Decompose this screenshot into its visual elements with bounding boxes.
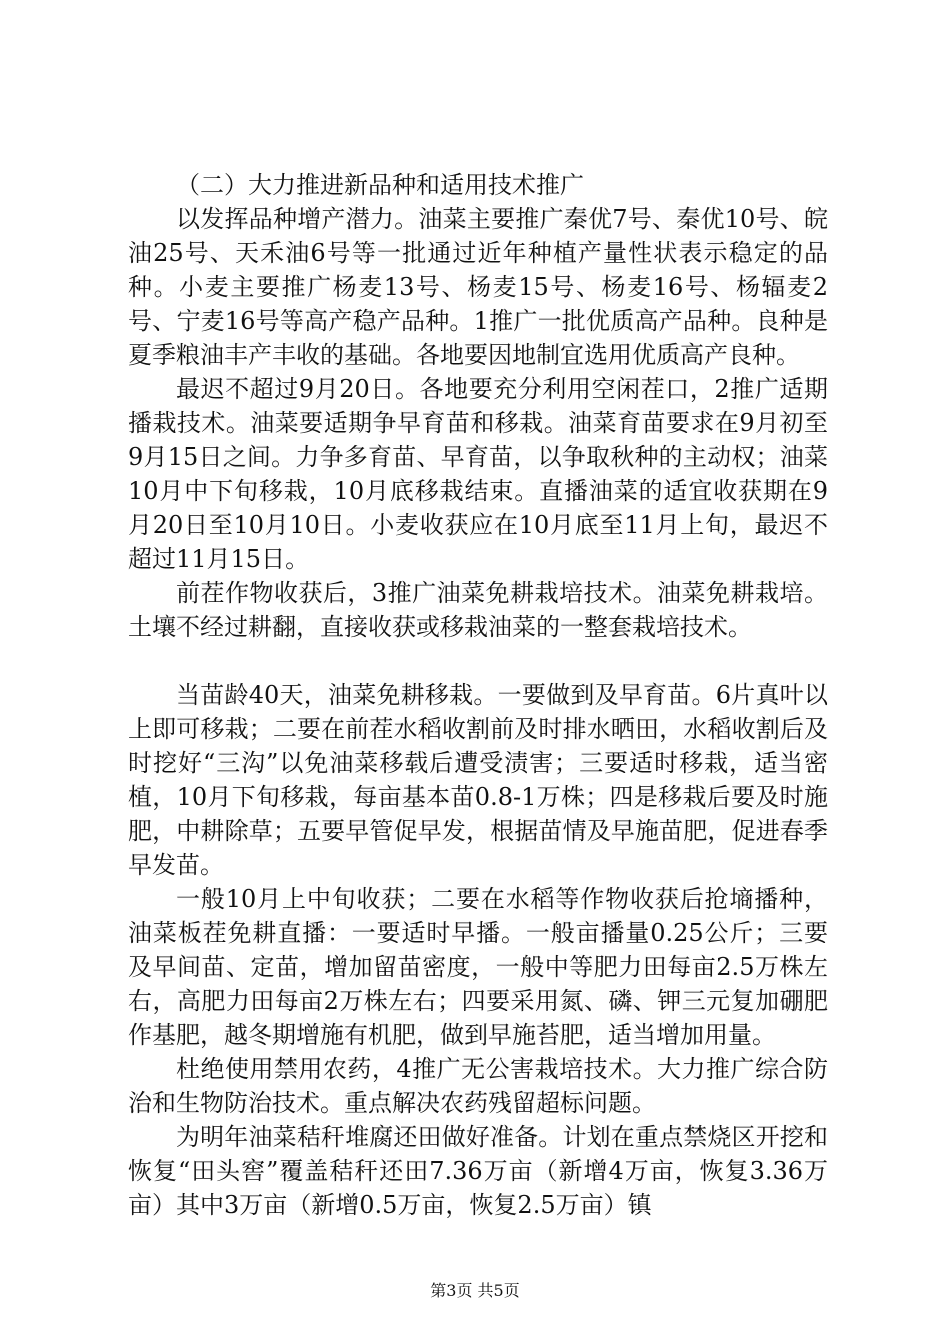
paragraph-timely-sowing: 最迟不超过9月20日。各地要充分利用空闲茬口，2推广适期播栽技术。油菜要适期争早育苗和移栽。油菜育苗要求在9月初至9月15日之间。力争多育苗、早育苗，以争取秋种的主动权；油菜10月中下旬移栽，10月底移栽结束。直播油菜的适宜收获期在9月20日至10月10日。小麦收获应在10月底至11月上旬，最迟不超过11月15日。 (128, 375, 828, 573)
paragraph-pollution-free: 杜绝使用禁用农药，4推广无公害栽培技术。大力推广综合防治和生物防治技术。重点解决农药残留超标问题。 (128, 1055, 828, 1117)
paragraph-no-till-transplanting: 当苗龄40天，油菜免耕移栽。一要做到及早育苗。6片真叶以上即可移栽；二要在前茬水稻收割前及时排水晒田，水稻收割后及时挖好“三沟”以免油菜移载后遭受渍害；三要适时移栽，适当密植，10月下旬移栽，每亩基本苗0.8-1万株；四是移栽后要及时施肥，中耕除草；五要早管促早发，根据苗情及早施苗肥，促进春季早发苗。 (128, 681, 828, 879)
paragraph-variety-promotion: 以发挥品种增产潜力。油菜主要推广秦优7号、秦优10号、皖油25号、天禾油6号等一批通过近年种植产量性状表示稳定的品种。小麦主要推广杨麦13号、杨麦15号、杨麦16号、杨辐麦2号、宁麦16号等高产稳产品种。1推广一批优质高产品种。良种是夏季粮油丰产丰收的基础。各地要因地制宜选用优质高产良种。 (128, 205, 828, 369)
paragraph-no-till-cultivation: 前茬作物收获后，3推广油菜免耕栽培技术。油菜免耕栽培。土壤不经过耕翻，直接收获或移栽油菜的一整套栽培技术。 (128, 579, 828, 641)
paragraph-straw-return: 为明年油菜秸秆堆腐还田做好准备。计划在重点禁烧区开挖和恢复“田头窖”覆盖秸秆还田7.36万亩（新增4万亩，恢复3.36万亩）其中3万亩（新增0.5万亩，恢复2.5万亩）镇 (128, 1123, 828, 1219)
section-heading: （二）大力推进新品种和适用技术推广 (176, 171, 584, 199)
document-body (128, 168, 828, 1222)
paragraph-direct-seeding: 一般10月上中旬收获；二要在水稻等作物收获后抢墒播种，油菜板茬免耕直播：一要适时早播。一般亩播量0.25公斤；三要及早间苗、定苗，增加留苗密度，一般中等肥力田每亩2.5万株左右，高肥力田每亩2万株左右；四要采用氮、磷、钾三元复加硼肥作基肥，越冬期增施有机肥，做到早施苔肥，适当增加用量。 (128, 885, 828, 1049)
page-number-footer: 第3页 共5页 (430, 1281, 520, 1300)
